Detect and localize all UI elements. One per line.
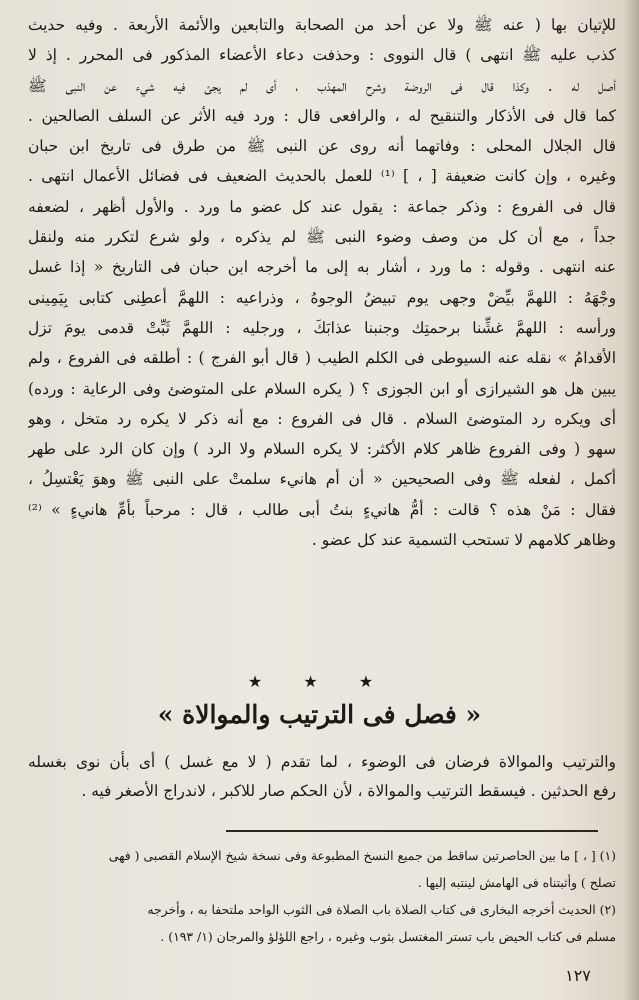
body-line: للإتيان بها ( عنه ﷺ ولا عن أحد من الصحابة والتابعين والأئمة الأربعة . وفيه حديث [28, 16, 616, 34]
footnote-line: تصلح ) وأثبتناه فى الهامش لينتبه إليها . [417, 875, 616, 890]
body-line: قال فى الفروع : وذكر جماعة : يقول عند كل عضو ما ورد . والأول أظهر ، لضعفه [28, 197, 616, 216]
body-text [28, 10, 616, 555]
body-line: كذب عليه ﷺ انتهى ) قال النووى : وحذفت دعاء الأعضاء المذكور فى المحرر . إذ لا [28, 46, 616, 65]
body-line: أصل له . وكذا قال فى الروضة وشرح المهذب ، أى لم يجئ فيه شيء عن النبى ﷺ [28, 76, 616, 95]
footnotes [28, 842, 616, 950]
footnote-line: (١) [ ، ] ما بين الحاصرتين ساقط من جميع النسخ المطبوعة وفى نسخة شيخ الإسلام القصبى ( فهى [108, 848, 616, 863]
body-line: جداً ، مع أن كل من وصف وضوء النبى ﷺ لم يذكره ، ولو شرع لتكرر منه ولنقل [28, 228, 616, 247]
body-line: وظاهر كلامهم لا تستحب التسمية عند كل عضو . [311, 531, 616, 550]
body-line: يبين هل هو الشيرازى أو ابن الجوزى ؟ ( يكره السلام على المتوضئ وفى الرعاية : ورده) [28, 379, 616, 398]
body-line: وجْهَهُ : اللهمَّ بيِّضْ وجهى يوم تبيضُ الوجوهُ ، وذراعيه : اللهمَّ أعطِنى كتابى بِيَمِينى [28, 288, 616, 307]
body-line: أى ويكره رد المتوضئ السلام . قال فى الفروع : مع أنه ذكر لا يكره رد متخل ، وهو [28, 409, 616, 428]
section-heading: « فصل فى الترتيب والموالاة » [157, 700, 482, 729]
body-line: وغيره ، وإن كانت ضعيفة [ ، ] ⁽¹⁾ للعمل بالحديث الضعيف فى فضائل الأعمال انتهى . [28, 167, 616, 186]
footnote-line: (٢) الحديث أخرجه البخارى فى كتاب الصلاة باب الصلاة فى الثوب الواحد ملتحفا به ، وأخرجه [147, 902, 616, 917]
body-line: ورأسه : اللهمَّ غشِّنا برحمتِك وجنبنا عذابَكَ ، ورجليه : اللهمَّ ثَبِّتْ قدمى يومَ تزل [28, 318, 616, 337]
body-line: الأقدامُ » نقله عنه السيوطى فى الكلم الطيب ( قال أبو الفرج ) : أطلقه فى الفروع ، ولم [28, 349, 616, 368]
body-line: عنه انتهى . وقوله : ما ورد ، أشار به إلى ما أخرجه ابن حبان فى التاريخ « إذا غسل [28, 258, 616, 277]
page-number: ١٢٧ [565, 966, 591, 985]
footnote-separator [226, 830, 598, 832]
footnote-line: مسلم فى كتاب الحيض باب تستر المغتسل بثوب وغيره ، راجع اللؤلؤ والمرجان (١/ ١٩٣) . [160, 929, 616, 944]
section-line: والترتيب والموالاة فرضان فى الوضوء ، لما تقدم ( لا مع غسل ) أى بأن نوى بغسله [28, 753, 616, 771]
section-divider-stars: ★ ★ ★ [247, 672, 392, 691]
body-line: قال الجلال المحلى : وفاتهما أنه روى عن النبى ﷺ من طرق فى تاريخ ابن حبان [28, 137, 616, 156]
section-line: رفع الحدثين . فيسقط الترتيب والموالاة ، لأن الحكم صار للاكبر ، لاندراج الأصغر فيه . [81, 782, 616, 800]
body-line: فقال : مَنْ هذه ؟ قالت : أمُّ هانيءٍ بنتُ أبى طالب ، قال : مرحباً بأمِّ هانيءٍ » ⁽²⁾ [28, 500, 616, 519]
body-line: كما قال فى الأذكار والتنقيح له ، والرافعى قال : ورد فيه الأثر عن السلف الصالحين . [28, 106, 616, 125]
body-line: أكمل ، لفعله ﷺ وفى الصحيحين « أن أم هانيء سلمتْ على النبى ﷺ وهوَ يَغْتسِلُ ، [28, 470, 616, 489]
body-line: سهو ( وفى الفروع ظاهر كلام الأكثر: لا يكره السلام ولا الرد ) وإن كان الرد على طهر [28, 440, 616, 459]
section-text [28, 748, 616, 806]
